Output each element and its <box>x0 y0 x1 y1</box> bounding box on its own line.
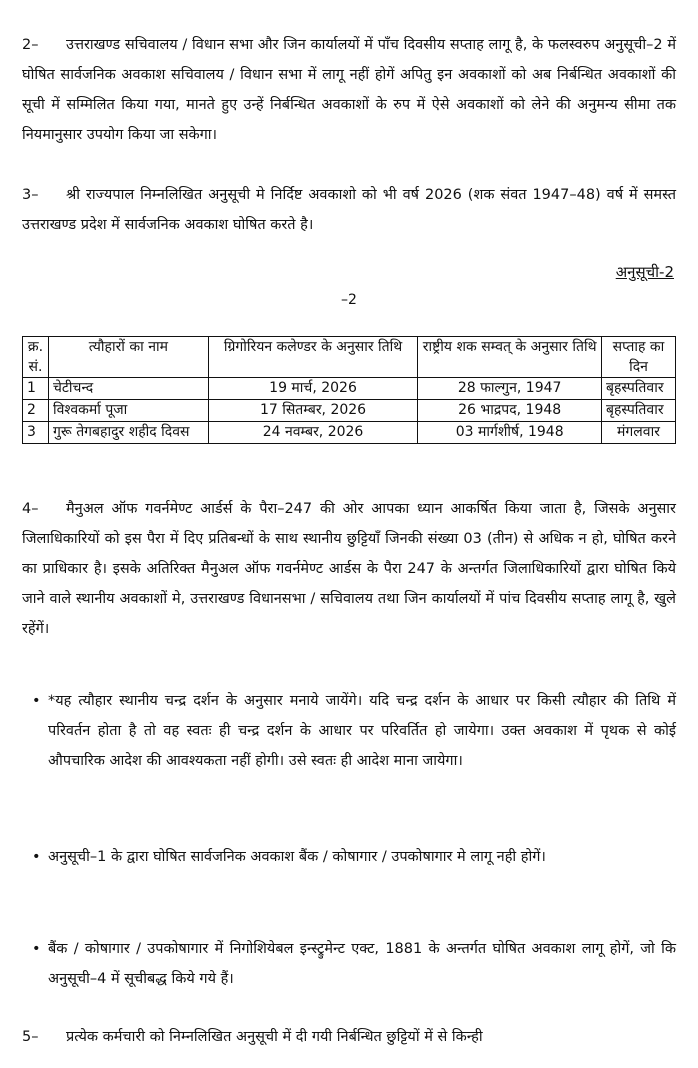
list-item <box>32 934 676 994</box>
cell-festival: गुरू तेगबहादुर शहीद दिवस <box>48 422 208 444</box>
list-item <box>32 842 676 872</box>
table-row <box>23 400 676 422</box>
cell-weekday: मंगलवार <box>601 422 675 444</box>
header-saka-date: राष्ट्रीय शक सम्वत् के अनुसार तिथि <box>418 337 602 378</box>
paragraph-2-number: 2– <box>22 37 39 53</box>
paragraph-3-number: 3– <box>22 187 39 203</box>
schedule-heading: अनुसूची-2 <box>615 263 674 281</box>
cell-weekday: बृहस्पतिवार <box>601 400 675 422</box>
header-serial: क्र. सं. <box>23 337 49 378</box>
bullet-text: *यह त्यौहार स्थानीय चन्द्र दर्शन के अनुसार मनाये जायेंगे। यदि चन्द्र दर्शन के आधार पर किसी त्यौहार की तिथि में परिवर्तन होता है तो वह स्वतः ही चन्द्र दर्शन के आधार पर परिवर्तित हो जायेगा। उक्त अवकाश में पृथक से कोई औपचारिक आदेश की आवश्यकता नहीं होगी। उसे स्वतः ही आदेश माना जायेगा। <box>48 693 676 769</box>
paragraph-5 <box>22 1022 676 1052</box>
paragraph-2-text: उत्तराखण्ड सचिवालय / विधान सभा और जिन कार्यालयों में पाँच दिवसीय सप्ताह लागू है, के फलस्वरुप अनुसूची–2 में घोषित सार्वजनिक अवकाश सचिवालय / विधान सभा में लागू नहीं होगें अपितु इन अवकाशों को अब निर्बन्धित अवकाशों की सूची में सम्मिलित किया गया, मानते हुए उन्हें निर्बन्धित अवकाशों के रुप में ऐसे अवकाशों को लेने की अनुमन्य सीमा तक नियमानुसार उपयोग किया जा सकेगा। <box>22 37 676 143</box>
cell-gregorian: 24 नवम्बर, 2026 <box>208 422 418 444</box>
bullet-text: बैंक / कोषागार / उपकोषागार में निगोशियेबल इन्स्ट्रुमेन्ट एक्ट, 1881 के अन्तर्गत घोषित अवकाश लागू होगें, जो कि अनुसूची–4 में सूचीबद्ध किये गये हैं। <box>48 941 676 987</box>
list-item <box>32 686 676 776</box>
bullet-icon: • <box>32 941 41 957</box>
cell-festival: विश्वकर्मा पूजा <box>48 400 208 422</box>
table-header-row <box>23 337 676 378</box>
holiday-table <box>22 336 676 444</box>
bullet-icon: • <box>32 693 41 709</box>
bullet-icon: • <box>32 849 41 865</box>
header-gregorian-date: ग्रिगोरियन कलेण्डर के अनुसार तिथि <box>208 337 418 378</box>
cell-serial: 1 <box>23 378 49 400</box>
cell-gregorian: 19 मार्च, 2026 <box>208 378 418 400</box>
header-festival-name: त्यौहारों का नाम <box>48 337 208 378</box>
cell-serial: 2 <box>23 400 49 422</box>
page-marker: –2 <box>341 292 357 308</box>
table-row <box>23 378 676 400</box>
bullet-text: अनुसूची–1 के द्वारा घोषित सार्वजनिक अवकाश बैंक / कोषागार / उपकोषागार मे लागू नही होगें। <box>48 849 546 865</box>
paragraph-4-text: मैनुअल ऑफ गवर्नमेण्ट आर्डर्स के पैरा–247 की ओर आपका ध्यान आकर्षित किया जाता है, जिसके अनुसार जिलाधिकारियों को इस पैरा में दिए प्रतिबन्धों के साथ स्थानीय छुट्टियाँ जिनकी संख्या 03 (तीन) से अधिक न हो, घोषित करने का प्राधिकार है। इसके अतिरिक्त मैनुअल ऑफ गवर्नमेण्ट आर्डस के पैरा 247 के अन्तर्गत जिलाधिकारियों द्वारा घोषित किये जाने वाले स्थानीय अवकाशों मे, उत्तराखण्ड विधानसभा / सचिवालय तथा जिन कार्यालयों में पांच दिवसीय सप्ताह लागू है, खुले रहेंगें। <box>22 501 676 637</box>
paragraph-3-text: श्री राज्यपाल निम्नलिखित अनुसूची मे निर्दिष्ट अवकाशो को भी वर्ष 2026 (शक संवत 1947–48) वर्ष में समस्त उत्तराखण्ड प्रदेश में सार्वजनिक अवकाश घोषित करते है। <box>22 187 676 233</box>
cell-weekday: बृहस्पतिवार <box>601 378 675 400</box>
cell-gregorian: 17 सितम्बर, 2026 <box>208 400 418 422</box>
table-row <box>23 422 676 444</box>
cell-saka: 03 मार्गशीर्ष, 1948 <box>418 422 602 444</box>
cell-festival: चेटीचन्द <box>48 378 208 400</box>
cell-serial: 3 <box>23 422 49 444</box>
paragraph-2 <box>22 30 676 150</box>
cell-saka: 26 भाद्रपद, 1948 <box>418 400 602 422</box>
paragraph-5-text: प्रत्येक कर्मचारी को निम्नलिखित अनुसूची में दी गयी निर्बन्धित छुट्टियों में से किन्ही <box>66 1029 483 1045</box>
header-weekday: सप्ताह का दिन <box>601 337 675 378</box>
cell-saka: 28 फाल्गुन, 1947 <box>418 378 602 400</box>
paragraph-3 <box>22 180 676 240</box>
paragraph-4 <box>22 494 676 644</box>
paragraph-5-number: 5– <box>22 1029 39 1045</box>
paragraph-4-number: 4– <box>22 501 39 517</box>
